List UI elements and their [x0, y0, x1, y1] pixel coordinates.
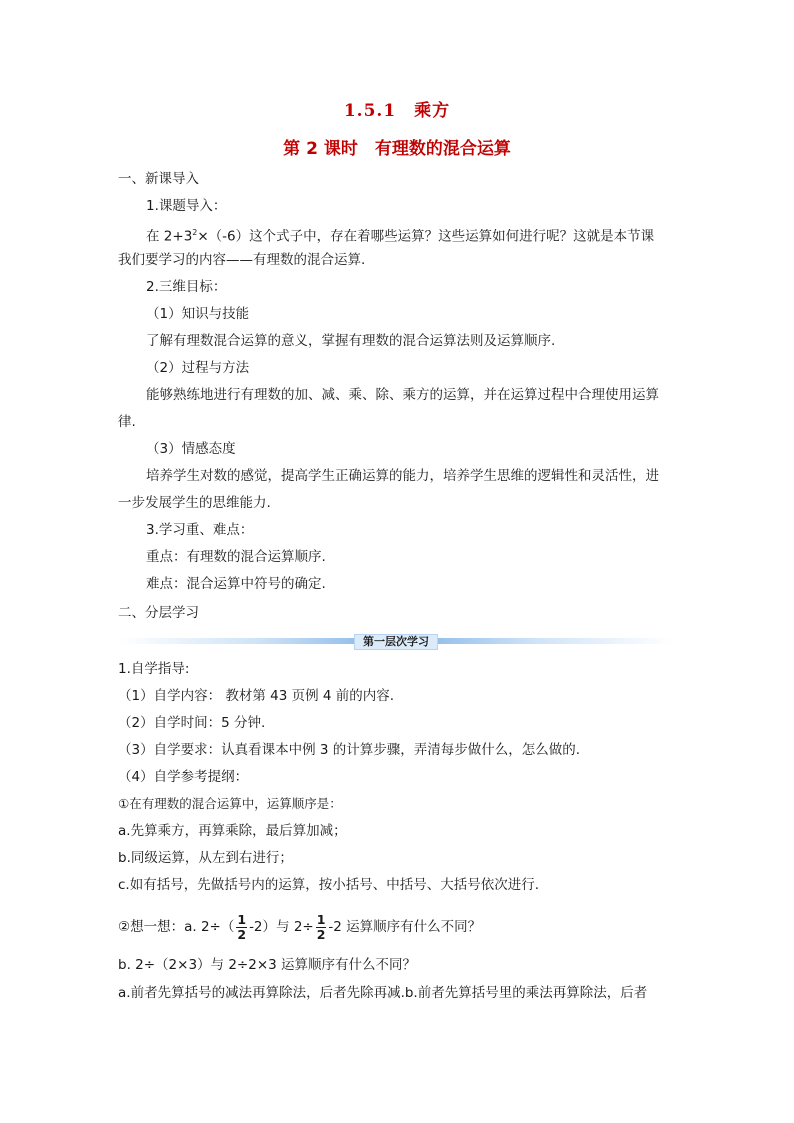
goal-process-label: （2）过程与方法	[146, 360, 250, 376]
think-a-part3: -2 运算顺序有什么不同？	[328, 919, 482, 935]
fraction-numerator: 1	[237, 911, 247, 927]
fraction-denominator: 2	[237, 926, 247, 942]
think-a-part1: ②想一想：a. 2÷（	[118, 919, 235, 935]
think-question-b: b. 2÷（2×3）与 2÷2×3 运算顺序有什么不同？	[118, 957, 417, 973]
outline-order-b: b.同级运算，从左到右进行；	[118, 850, 293, 866]
topic-intro-label: 1.课题导入：	[146, 198, 227, 214]
outline-order-c: c.如有括号，先做括号内的运算，按小括号、中括号、大括号依次进行.	[118, 877, 540, 893]
guide-requirement: （3）自学要求：认真看课本中例 3 的计算步骤，弄清每步做什么，怎么做的.	[118, 742, 581, 758]
guide-title: 1.自学指导:	[118, 661, 190, 677]
key-point-text: 重点：有理数的混合运算顺序.	[146, 549, 326, 565]
fraction-half	[236, 913, 247, 942]
topic-intro-paragraph-cont: 我们要学习的内容——有理数的混合运算.	[118, 252, 366, 268]
goal-attitude-label: （3）情感态度	[146, 441, 236, 457]
fraction-numerator-2: 1	[316, 911, 326, 927]
guide-time: （2）自学时间：5 分钟.	[118, 715, 266, 731]
section-heading-intro: 一、新课导入	[118, 171, 199, 187]
fraction-denominator-2: 2	[316, 926, 326, 942]
goal-process-text-cont: 律.	[118, 414, 136, 430]
goal-knowledge-text: 了解有理数混合运算的意义，掌握有理数的混合运算法则及运算顺序.	[146, 333, 556, 349]
guide-content: （1）自学内容： 教材第 43 页例 4 前的内容.	[118, 688, 395, 704]
section-heading-layered: 二、分层学习	[118, 605, 199, 621]
goal-knowledge-label: （1）知识与技能	[146, 306, 250, 322]
lesson-subtitle: 第 2 课时 有理数的混合运算	[283, 139, 511, 159]
think-a-part2: -2）与 2÷	[249, 919, 314, 935]
level-banner	[118, 634, 674, 648]
banner-label: 第一层次学习	[354, 634, 438, 650]
expr-part: 在 2+3	[146, 228, 193, 245]
think-answer: a.前者先算括号的减法再算除法，后者先除再减.b.前者先算括号里的乘法再算除法，后者	[118, 985, 648, 1001]
outline-order-a: a.先算乘方，再算乘除，最后算加减；	[118, 823, 347, 839]
fraction-half-2	[316, 913, 327, 942]
exponent: 2	[192, 228, 198, 237]
guide-outline-label: （4）自学参考提纲：	[118, 769, 249, 785]
goals-label: 2.三维目标：	[146, 279, 227, 295]
goal-attitude-text: 培养学生对数的感觉，提高学生正确运算的能力，培养学生思维的逻辑性和灵活性，进	[146, 468, 659, 484]
key-points-label: 3.学习重、难点：	[146, 522, 254, 538]
expr-rest: ×（-6）这个式子中，存在着哪些运算？这些运算如何进行呢？这就是本节课	[197, 228, 655, 245]
outline-order-intro: ①在有理数的混合运算中，运算顺序是：	[118, 796, 342, 811]
think-question-a	[118, 912, 481, 942]
topic-intro-paragraph	[146, 224, 654, 246]
goal-attitude-text-cont: 一步发展学生的思维能力.	[118, 495, 271, 511]
lesson-title: 1.5.1 乘方	[343, 101, 451, 121]
goal-process-text: 能够熟练地进行有理数的加、减、乘、除、乘方的运算，并在运算过程中合理使用运算	[146, 387, 659, 403]
difficult-point-text: 难点：混合运算中符号的确定.	[146, 576, 326, 592]
